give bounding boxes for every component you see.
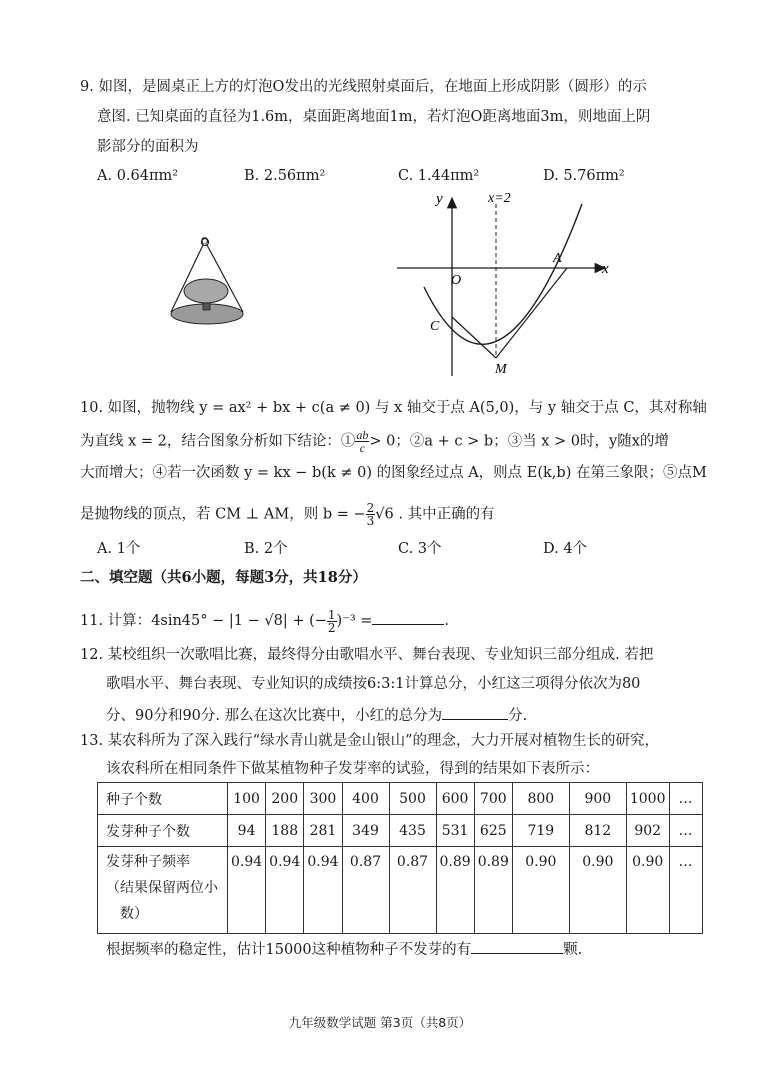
point-a-label: A	[553, 251, 562, 266]
q12-line-1: 12. 某校组织一次歌唱比赛，最终得分由歌唱水平、舞台表现、专业知识三部分组成. 若把	[80, 647, 654, 663]
q11-line	[80, 608, 449, 634]
q9-option-b: B. 2.56πm²	[244, 168, 326, 184]
table-cell: 94	[228, 815, 266, 847]
q10-fraction	[355, 429, 369, 454]
table-cell: 900	[569, 783, 626, 815]
q9-line-2: 意图. 已知桌面的直径为1.6m，桌面距离地面1m，若灯泡O距离地面3m，则地面上阴	[97, 109, 651, 125]
q10-line-2-pre: 为直线 x = 2，结合图象分析如下结论：①	[80, 433, 356, 450]
page-footer: 九年级数学试题 第3页（共8页）	[288, 1015, 472, 1030]
table-row-germinated	[98, 815, 703, 847]
q9-option-d: D. 5.76πm²	[543, 168, 625, 184]
row-label-frequency-line: （结果保留两位小	[106, 880, 218, 896]
q13-last-text: 根据频率的稳定性，估计15000这种植物种子不发芽的有	[106, 942, 472, 958]
q9-line-3: 影部分的面积为	[97, 139, 199, 155]
q13-answer-blank[interactable]	[471, 937, 563, 954]
table-row-seeds	[98, 783, 703, 815]
table-cell: 0.94	[228, 847, 266, 934]
table-cell: 349	[342, 815, 389, 847]
table-cell: 0.90	[512, 847, 569, 934]
symmetry-axis-label: x=2	[488, 191, 511, 206]
table-cell: …	[669, 783, 702, 815]
q11-post: )⁻³ =	[336, 613, 373, 629]
q10-frac-den: c	[359, 441, 366, 455]
q12-line-3	[106, 703, 527, 726]
q11-end: .	[444, 613, 450, 629]
table-cell: 500	[389, 783, 436, 815]
row-label-germinated: 发芽种子个数	[98, 815, 228, 847]
q13-line-2: 该农科所在相同条件下做某植物种子发芽率的试验，得到的结果如下表所示：	[106, 761, 599, 777]
table-cell: 600	[436, 783, 474, 815]
table-cell: …	[669, 815, 702, 847]
table-cell: 0.94	[266, 847, 304, 934]
table-cell: 0.89	[436, 847, 474, 934]
origin-label: O	[451, 273, 462, 288]
table-cell: 0.90	[626, 847, 669, 934]
q11-fraction	[327, 609, 337, 634]
q12-end: 分.	[508, 708, 528, 724]
table-cell: 625	[474, 815, 512, 847]
q13-last-line	[106, 937, 582, 960]
q11-pre: 11. 计算：4sin45° − |1 − √8| + (−	[80, 613, 327, 629]
table-cell: 812	[569, 815, 626, 847]
table-cell: …	[669, 847, 702, 934]
q10-b-num: 2	[366, 501, 375, 515]
q10-line-4	[80, 502, 495, 527]
table-cell: 0.87	[342, 847, 389, 934]
q10-line-4-pre: 是抛物线的顶点，若 CM ⊥ AM，则 b = −	[80, 506, 366, 523]
row-label-frequency-line: 数）	[120, 906, 148, 922]
table-cell: 902	[626, 815, 669, 847]
table-cell: 400	[342, 783, 389, 815]
q10-b-den: 3	[366, 514, 375, 528]
table-cell: 435	[389, 815, 436, 847]
table-cell: 200	[266, 783, 304, 815]
q10-line-2-post: > 0；②a + c > b；③当 x > 0时，y随x的增	[369, 433, 669, 450]
q10-option-d: D. 4个	[543, 541, 588, 557]
row-label-seeds: 种子个数	[98, 783, 228, 815]
q10-line-1: 10. 如图，抛物线 y = ax² + bx + c(a ≠ 0) 与 x 轴交于点 A(5,0)，与 y 轴交于点 C，其对称轴	[80, 400, 707, 416]
q10-b-fraction	[366, 502, 376, 527]
row-label-frequency	[98, 847, 228, 934]
q10-option-b: B. 2个	[244, 541, 288, 557]
q10-line-4-post: √6 . 其中正确的有	[375, 506, 495, 523]
section-2-heading: 二、填空题（共6小题，每题3分，共18分）	[80, 569, 367, 586]
x-axis-label: x	[602, 261, 609, 277]
q10-option-c: C. 3个	[398, 541, 442, 557]
table-cell: 0.90	[569, 847, 626, 934]
point-m-label: M	[495, 362, 507, 377]
q9-option-a: A. 0.64πm²	[97, 168, 179, 184]
q11-frac-den: 2	[327, 620, 336, 635]
q11-answer-blank[interactable]	[372, 608, 444, 625]
table-cell: 281	[304, 815, 342, 847]
q11-frac-num: 1	[327, 607, 336, 622]
table-cell: 700	[474, 783, 512, 815]
lamp-label: O	[201, 237, 209, 247]
table-cell: 188	[266, 815, 304, 847]
q10-option-a: A. 1个	[97, 541, 141, 557]
q10-line-2	[80, 429, 669, 454]
q12-line-3-text: 分、90分和90分. 那么在这次比赛中，小红的总分为	[106, 708, 443, 724]
table-cell: 531	[436, 815, 474, 847]
lamp-table-figure	[160, 232, 260, 347]
q13-end: 颗.	[563, 942, 583, 958]
seed-germination-table	[97, 782, 703, 934]
y-axis-label: y	[436, 191, 443, 207]
table-row-frequency	[98, 847, 703, 934]
table-cell: 719	[512, 815, 569, 847]
table-cell: 0.94	[304, 847, 342, 934]
q12-answer-blank[interactable]	[442, 703, 508, 720]
table-cell: 0.89	[474, 847, 512, 934]
table-cell: 800	[512, 783, 569, 815]
row-label-frequency-line: 发芽种子频率	[106, 854, 190, 870]
q12-line-2: 歌唱水平、舞台表现、专业知识的成绩按6:3:1计算总分，小红这三项得分依次为80	[106, 676, 641, 692]
q10-frac-num: ab	[356, 428, 369, 442]
table-cell: 100	[228, 783, 266, 815]
table-cell: 0.87	[389, 847, 436, 934]
q9-option-c: C. 1.44πm²	[398, 168, 480, 184]
table-cell: 1000	[626, 783, 669, 815]
q13-line-1: 13. 某农科所为了深入践行“绿水青山就是金山银山”的理念，大力开展对植物生长的研究，	[80, 733, 659, 749]
parabola-graph	[395, 186, 620, 381]
q9-line-1: 9. 如图，是圆桌正上方的灯泡O发出的光线照射桌面后，在地面上形成阴影（圆形）的示	[80, 79, 647, 95]
q10-line-3: 大而增大；④若一次函数 y = kx − b(k ≠ 0) 的图象经过点 A，则点 E(k,b) 在第三象限；⑤点M	[80, 465, 707, 481]
table-cell: 300	[304, 783, 342, 815]
point-c-label: C	[430, 319, 440, 334]
